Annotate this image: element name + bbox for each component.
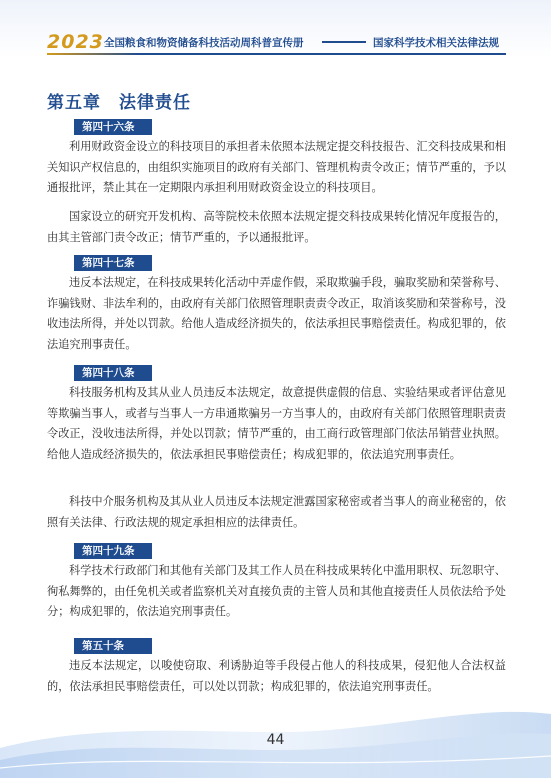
- article-heading-48: 第四十八条: [74, 365, 152, 381]
- article-50-paragraph-1: 违反本法规定，以唆使窃取、利诱胁迫等手段侵占他人的科技成果，侵犯他人合法权益的，依法承担民事赔偿责任，可以处以罚款；构成犯罪的，依法追究刑事责任。: [47, 659, 506, 693]
- header-rule: [47, 53, 506, 55]
- article-46-paragraph-2: 国家设立的研究开发机构、高等院校未依照本法规定提交科技成果转化情况年度报告的，由其主管部门责令改正；情节严重的，予以通报批评。: [47, 210, 506, 244]
- article-47-paragraph-1: 违反本法规定，在科技成果转化活动中弄虚作假，采取欺骗手段，骗取奖励和荣誉称号、诈骗钱财、非法牟利的，由政府有关部门依照管理职责责令改正，取消该奖励和荣誉称号，没收违法所得，并处以罚款。给他人造成经济损失的，依法承担民事赔偿责任。构成犯罪的，依法追究刑事责任。: [47, 276, 506, 351]
- article-48-paragraph-1: 科技服务机构及其从业人员违反本法规定，故意提供虚假的信息、实验结果或者评估意见等欺骗当事人，或者与当事人一方串通欺骗另一方当事人的，由政府有关部门依照管理职责责令改正，没收违法所得，并处以罚款；情节严重的，由工商行政管理部门依法吊销营业执照。给他人造成经济损失的，依法承担民事赔偿责任；构成犯罪的，依法追究刑事责任。: [47, 386, 506, 461]
- article-48-paragraph-2: 科技中介服务机构及其从业人员违反本法规定泄露国家秘密或者当事人的商业秘密的，依照有关法律、行政法规的规定承担相应的法律责任。: [47, 495, 506, 529]
- article-49-paragraph-1: 科学技术行政部门和其他有关部门及其工作人员在科技成果转化中滥用职权、玩忽职守、徇私舞弊的，由任免机关或者监察机关对直接负责的主管人员和其他直接责任人员依法给予处分；构成犯罪的，依法追究刑事责任。: [47, 564, 506, 618]
- article-heading-47: 第四十七条: [74, 255, 152, 271]
- article-heading-50: 第五十条: [74, 638, 152, 654]
- page-header: [0, 0, 551, 58]
- chapter-title: 第五章 法律责任: [47, 93, 191, 113]
- header-year: 2023: [47, 31, 104, 53]
- header-divider-line: [322, 41, 366, 43]
- article-heading-49: 第四十九条: [74, 543, 152, 559]
- header-section-title: 国家科学技术相关法律法规: [373, 37, 499, 49]
- article-heading-46: 第四十六条: [74, 119, 152, 135]
- page-number: 44: [266, 732, 285, 748]
- article-46-paragraph-1: 利用财政资金设立的科技项目的承担者未依照本法规定提交科技报告、汇交科技成果和相关知识产权信息的，由组织实施项目的政府有关部门、管理机构责令改正；情节严重的，予以通报批评，禁止其在一定期限内承担利用财政资金设立的科技项目。: [47, 140, 506, 194]
- header-booklet-title: 全国粮食和物资储备科技活动周科普宣传册: [104, 37, 304, 49]
